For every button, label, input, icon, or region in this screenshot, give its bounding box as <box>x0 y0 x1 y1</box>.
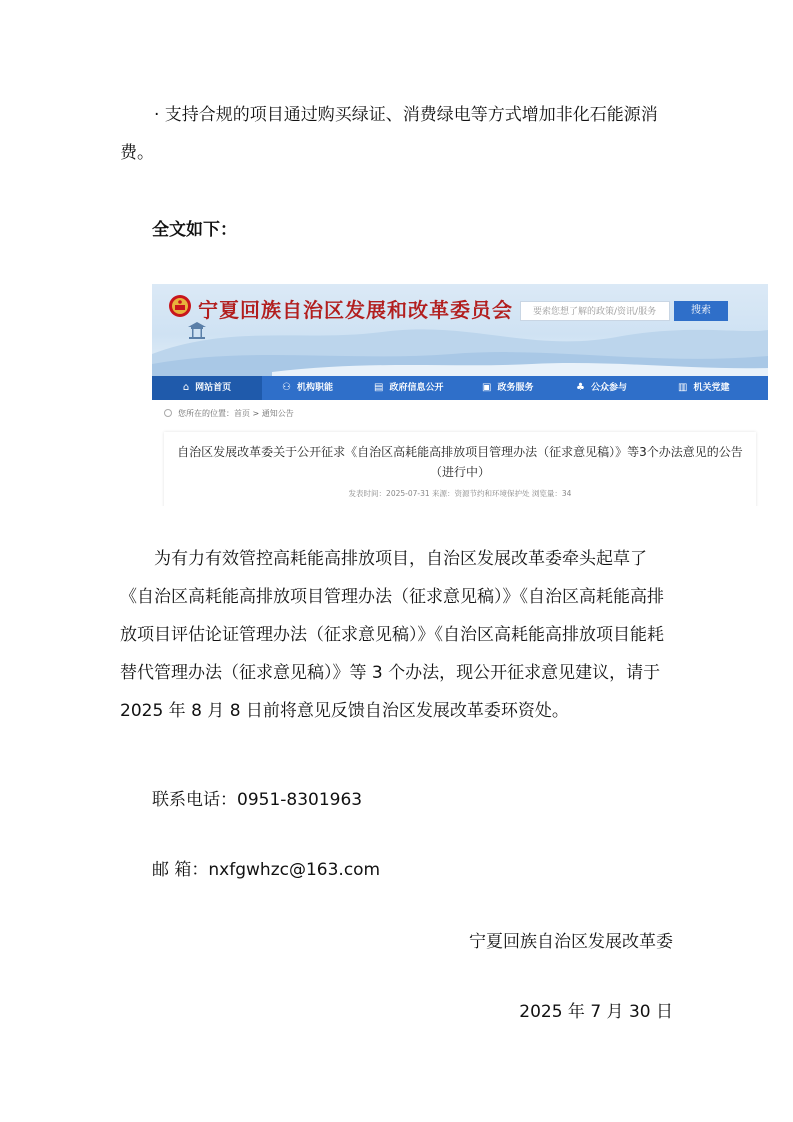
doc-icon: ▤ <box>374 382 384 393</box>
home-icon: ⌂ <box>182 382 190 393</box>
nav-label: 政务服务 <box>497 383 534 393</box>
nav-label: 政府信息公开 <box>389 383 444 393</box>
nav-label: 机关党建 <box>693 383 730 393</box>
full-text-heading: 全文如下： <box>152 220 237 240</box>
nav-item-org[interactable] <box>282 376 333 400</box>
nav-item-home[interactable] <box>152 376 262 400</box>
signature-date: 2025 年 7 月 30 日 <box>519 1002 673 1022</box>
nav-item-public[interactable] <box>576 376 627 400</box>
site-title: 宁夏回族自治区发展和改革委员会 <box>198 298 513 322</box>
bullet-paragraph: · 支持合规的项目通过购买绿证、消费绿电等方式增加非化石能源消费。 <box>120 105 658 163</box>
search-button[interactable]: 搜索 <box>674 301 728 321</box>
pavilion-icon <box>186 320 208 340</box>
search-input[interactable]: 要索您想了解的政策/资讯/服务 <box>520 301 670 321</box>
people-icon: ♣ <box>576 382 585 393</box>
nav-label: 公众参与 <box>590 383 627 393</box>
party-icon: ▥ <box>678 382 688 393</box>
contact-phone: 联系电话：0951-8301963 <box>152 790 363 810</box>
article-card <box>164 432 756 506</box>
website-screenshot <box>152 284 768 506</box>
nav-item-info[interactable] <box>374 376 443 400</box>
nav-label: 网站首页 <box>195 383 232 393</box>
nav-label: 机构职能 <box>296 383 333 393</box>
main-paragraph: 为有力有效管控高耗能高排放项目，自治区发展改革委牵头起草了《自治区高耗能高排放项目管理办法（征求意见稿）》《自治区高耗能高排放项目评估论证管理办法（征求意见稿）》《自治区高耗能高排放项目能耗替代管理办法（征求意见稿）》等 3 个办法，现公开征求意见建议，请于 2025 年 8 月 8 日前将意见反馈自治区发展改革委环资处。 <box>120 549 664 721</box>
breadcrumb <box>164 408 294 419</box>
location-icon <box>164 409 172 417</box>
nav-item-party[interactable] <box>678 376 729 400</box>
national-emblem-icon <box>168 294 192 318</box>
main-nav <box>152 376 768 400</box>
article-meta: 发表时间：2025-07-31 来源：资源节约和环境保护处 浏览量：34 <box>348 489 572 498</box>
org-icon: ⚇ <box>282 382 291 393</box>
breadcrumb-text: 您所在的位置：首页 > 通知公告 <box>178 409 294 418</box>
site-banner <box>152 284 768 376</box>
contact-email: 邮 箱：nxfgwhzc@163.com <box>152 860 381 880</box>
article-title: 自治区发展改革委关于公开征求《自治区高耗能高排放项目管理办法（征求意见稿）》等3个办法意见的公告（进行中） <box>177 445 743 479</box>
service-icon: ▣ <box>482 382 492 393</box>
nav-item-service[interactable] <box>482 376 533 400</box>
signature-org: 宁夏回族自治区发展改革委 <box>469 932 673 952</box>
